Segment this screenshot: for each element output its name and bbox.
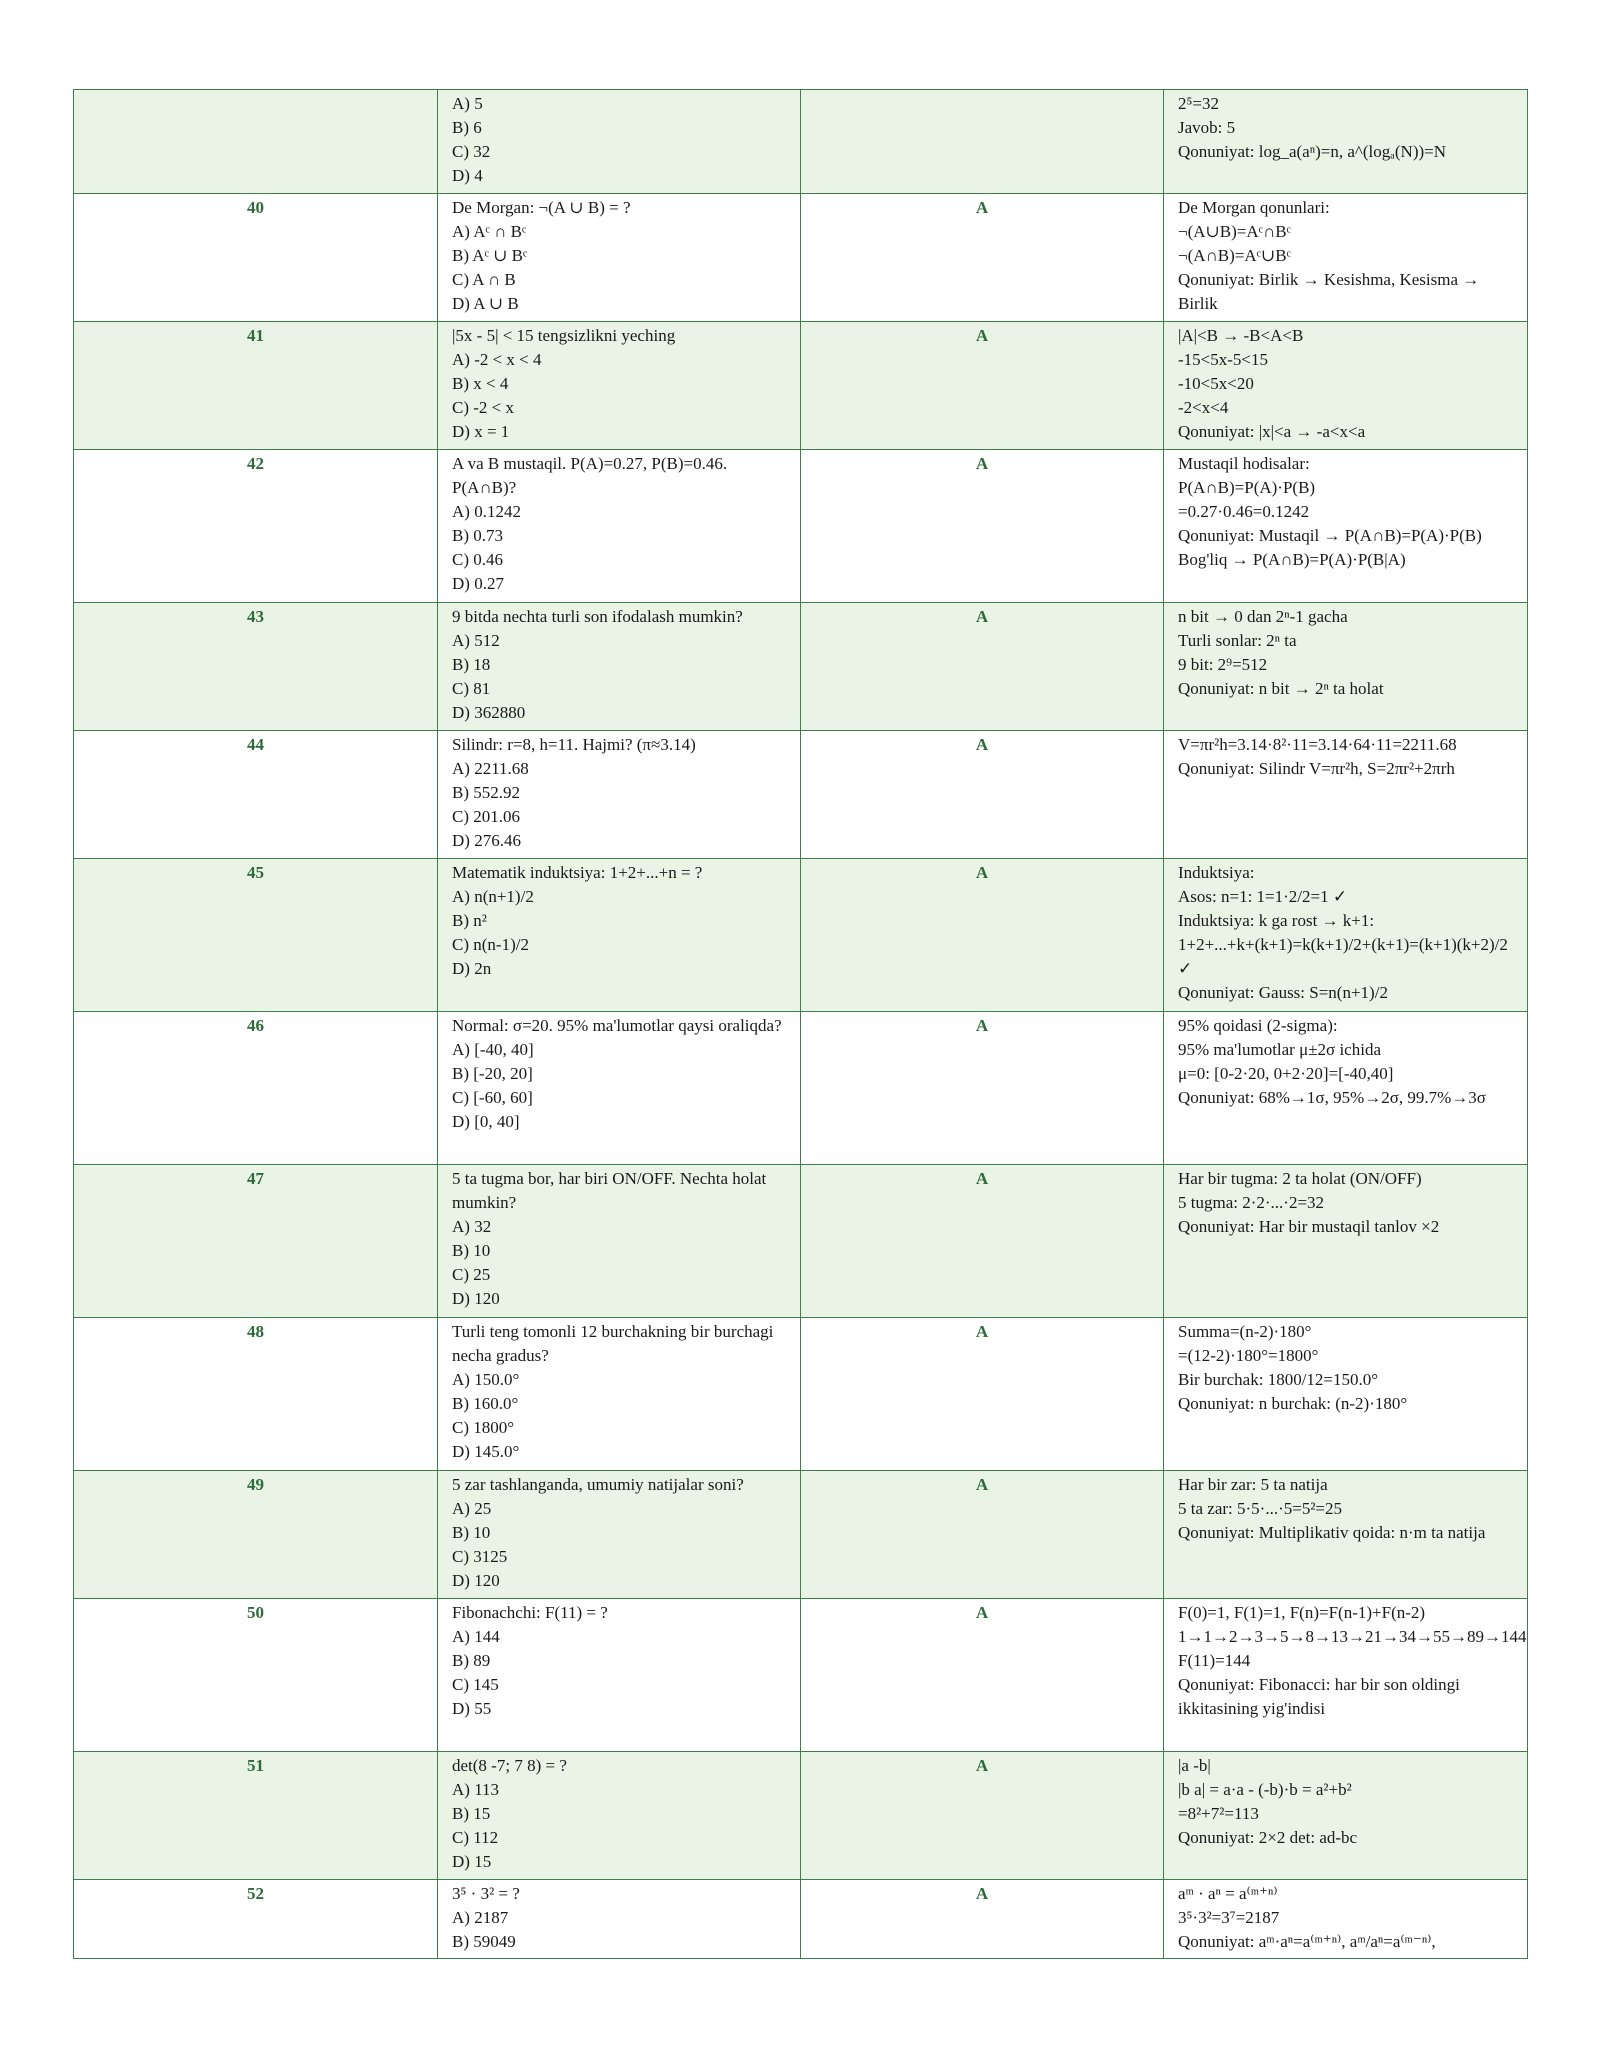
question-cell [438, 1012, 801, 1165]
explanation-line: n bit → 0 dan 2ⁿ-1 gacha [1178, 607, 1348, 626]
answer-letter: A [801, 1012, 1164, 1165]
explanation-cell [1164, 194, 1528, 322]
question-cell [438, 731, 801, 859]
question-line: D) 55 [452, 1699, 492, 1718]
answer-letter: A [801, 603, 1164, 731]
question-line: B) 89 [452, 1651, 491, 1670]
question-line: A va B mustaqil. P(A)=0.27, P(B)=0.46. P(A∩B)? [452, 454, 728, 497]
explanation-line: F(11)=144 [1178, 1651, 1251, 1670]
answer-letter: A [801, 1880, 1164, 1959]
explanation-line: Asos: n=1: 1=1·2/2=1 ✓ [1178, 887, 1348, 906]
table-row [74, 1471, 1528, 1599]
question-line: D) x = 1 [452, 422, 510, 441]
explanation-line: 5 tugma: 2·2·...·2=32 [1178, 1193, 1325, 1212]
table-row [74, 1165, 1528, 1318]
explanation-line: Qonuniyat: Mustaqil → P(A∩B)=P(A)·P(B) [1178, 526, 1482, 545]
explanation-line: Qonuniyat: |x|<a → -a<x<a [1178, 422, 1366, 441]
explanation-line: =0.27·0.46=0.1242 [1178, 502, 1310, 521]
question-line: B) 552.92 [452, 783, 520, 802]
question-line: B) 15 [452, 1804, 491, 1823]
question-line: A) 0.1242 [452, 502, 521, 521]
question-number: 52 [74, 1880, 438, 1959]
table-row [74, 450, 1528, 603]
question-cell [438, 603, 801, 731]
table-row [74, 1318, 1528, 1471]
question-number: 46 [74, 1012, 438, 1165]
explanation-line: |b a| = a·a - (-b)·b = a²+b² [1178, 1780, 1352, 1799]
explanation-line: Bir burchak: 1800/12=150.0° [1178, 1370, 1379, 1389]
question-cell [438, 1752, 801, 1880]
question-line: C) 1800° [452, 1418, 515, 1437]
question-line: B) [-20, 20] [452, 1064, 533, 1083]
question-number: 44 [74, 731, 438, 859]
explanation-line: Qonuniyat: Birlik → Kesishma, Kesisma → Birlik [1178, 270, 1480, 313]
question-line: D) 0.27 [452, 574, 504, 593]
explanation-line: μ=0: [0-2·20, 0+2·20]=[-40,40] [1178, 1064, 1394, 1083]
question-line: |5x - 5| < 15 tengsizlikni yeching [452, 326, 676, 345]
answer-letter: A [801, 1752, 1164, 1880]
explanation-cell [1164, 1880, 1528, 1959]
explanation-line: Qonuniyat: Silindr V=πr²h, S=2πr²+2πrh [1178, 759, 1455, 778]
question-line: B) 10 [452, 1241, 491, 1260]
explanation-line: aᵐ · aⁿ = a⁽ᵐ⁺ⁿ⁾ [1178, 1884, 1278, 1903]
question-line: C) 112 [452, 1828, 499, 1847]
question-line: D) 145.0° [452, 1442, 520, 1461]
question-line: C) n(n-1)/2 [452, 935, 529, 954]
question-line: A) Aᶜ ∩ Bᶜ [452, 222, 527, 241]
explanation-cell [1164, 859, 1528, 1012]
table-row [74, 90, 1528, 194]
question-number: 47 [74, 1165, 438, 1318]
explanation-line: Qonuniyat: 2×2 det: ad-bc [1178, 1828, 1358, 1847]
answer-letter: A [801, 859, 1164, 1012]
question-line: A) [-40, 40] [452, 1040, 534, 1059]
question-line: De Morgan: ¬(A ∪ B) = ? [452, 198, 631, 217]
answer-letter: A [801, 1471, 1164, 1599]
question-line: D) 4 [452, 166, 483, 185]
table-row [74, 731, 1528, 859]
explanation-cell [1164, 322, 1528, 450]
question-cell [438, 859, 801, 1012]
question-line: C) 81 [452, 679, 491, 698]
question-line: D) 120 [452, 1571, 500, 1590]
explanation-line: Javob: 5 [1178, 118, 1236, 137]
explanation-line: 2⁵=32 [1178, 94, 1220, 113]
explanation-line: 1→1→2→3→5→8→13→21→34→55→89→144 [1178, 1627, 1527, 1646]
question-line: C) 145 [452, 1675, 499, 1694]
table-row [74, 1599, 1528, 1752]
question-line: A) 25 [452, 1499, 492, 1518]
explanation-line: Har bir zar: 5 ta natija [1178, 1475, 1328, 1494]
explanation-line: P(A∩B)=P(A)·P(B) [1178, 478, 1316, 497]
explanation-line: Qonuniyat: n burchak: (n-2)·180° [1178, 1394, 1408, 1413]
question-cell [438, 1165, 801, 1318]
question-cell [438, 1318, 801, 1471]
explanation-cell [1164, 731, 1528, 859]
explanation-line: 95% ma'lumotlar μ±2σ ichida [1178, 1040, 1381, 1059]
question-number: 42 [74, 450, 438, 603]
explanation-line: Qonuniyat: n bit → 2ⁿ ta holat [1178, 679, 1384, 698]
explanation-cell [1164, 603, 1528, 731]
explanation-line: 95% qoidasi (2-sigma): [1178, 1016, 1338, 1035]
explanation-line: V=πr²h=3.14·8²·11=3.14·64·11=2211.68 [1178, 735, 1457, 754]
question-line: B) 18 [452, 655, 491, 674]
explanation-line: =8²+7²=113 [1178, 1804, 1259, 1823]
explanation-line: 5 ta zar: 5·5·...·5=5²=25 [1178, 1499, 1342, 1518]
question-line: D) 2n [452, 959, 492, 978]
explanation-line: 9 bit: 2⁹=512 [1178, 655, 1268, 674]
question-line: 5 zar tashlanganda, umumiy natijalar soni? [452, 1475, 744, 1494]
question-line: B) 160.0° [452, 1394, 519, 1413]
explanation-line: Qonuniyat: Fibonacci: har bir son oldingi ikkitasining yig'indisi [1178, 1675, 1460, 1718]
question-line: A) 32 [452, 1217, 492, 1236]
table-row [74, 194, 1528, 322]
question-line: A) n(n+1)/2 [452, 887, 534, 906]
explanation-line: ¬(A∪B)=Aᶜ∩Bᶜ [1178, 222, 1291, 241]
question-line: B) 6 [452, 118, 482, 137]
question-number: 40 [74, 194, 438, 322]
answer-letter: A [801, 731, 1164, 859]
explanation-line: Har bir tugma: 2 ta holat (ON/OFF) [1178, 1169, 1422, 1188]
question-number: 45 [74, 859, 438, 1012]
question-number: 50 [74, 1599, 438, 1752]
answer-letter: A [801, 1318, 1164, 1471]
question-line: B) 59049 [452, 1932, 516, 1951]
explanation-line: Qonuniyat: Gauss: S=n(n+1)/2 [1178, 983, 1388, 1002]
table-row [74, 603, 1528, 731]
question-number: 49 [74, 1471, 438, 1599]
question-line: 9 bitda nechta turli son ifodalash mumkin? [452, 607, 743, 626]
explanation-line: De Morgan qonunlari: [1178, 198, 1330, 217]
explanation-line: -2<x<4 [1178, 398, 1229, 417]
explanation-line: -10<5x<20 [1178, 374, 1254, 393]
table-row [74, 859, 1528, 1012]
explanation-cell [1164, 1752, 1528, 1880]
question-cell [438, 90, 801, 194]
explanation-line: Summa=(n-2)·180° [1178, 1322, 1312, 1341]
question-line: D) [0, 40] [452, 1112, 520, 1131]
question-line: det(8 -7; 7 8) = ? [452, 1756, 567, 1775]
explanation-line: Qonuniyat: 68%→1σ, 95%→2σ, 99.7%→3σ [1178, 1088, 1486, 1107]
question-number: 48 [74, 1318, 438, 1471]
question-number: 43 [74, 603, 438, 731]
explanation-line: Induktsiya: [1178, 863, 1255, 882]
answer-letter: A [801, 1165, 1164, 1318]
question-line: C) [-60, 60] [452, 1088, 533, 1107]
explanation-line: |A|<B → -B<A<B [1178, 326, 1304, 345]
question-cell [438, 194, 801, 322]
question-line: A) 2187 [452, 1908, 509, 1927]
question-line: C) 0.46 [452, 550, 503, 569]
table-row [74, 1012, 1528, 1165]
explanation-cell [1164, 1318, 1528, 1471]
questions-table-body [74, 90, 1528, 1959]
question-line: D) 362880 [452, 703, 526, 722]
question-number [74, 90, 438, 194]
question-line: C) 25 [452, 1265, 491, 1284]
explanation-cell [1164, 1012, 1528, 1165]
question-cell [438, 1599, 801, 1752]
explanation-line: =(12-2)·180°=1800° [1178, 1346, 1319, 1365]
explanation-line: 1+2+...+k+(k+1)=k(k+1)/2+(k+1)=(k+1)(k+2)/2 ✓ [1178, 935, 1508, 978]
explanation-line: Turli sonlar: 2ⁿ ta [1178, 631, 1297, 650]
question-line: C) 201.06 [452, 807, 520, 826]
question-line: D) 15 [452, 1852, 492, 1871]
explanation-line: -15<5x-5<15 [1178, 350, 1268, 369]
explanation-line: F(0)=1, F(1)=1, F(n)=F(n-1)+F(n-2) [1178, 1603, 1426, 1622]
question-cell [438, 1880, 801, 1959]
question-line: A) 144 [452, 1627, 500, 1646]
question-line: A) 2211.68 [452, 759, 529, 778]
explanation-cell [1164, 1471, 1528, 1599]
answer-letter: A [801, 194, 1164, 322]
question-line: 5 ta tugma bor, har biri ON/OFF. Nechta holat mumkin? [452, 1169, 767, 1212]
question-cell [438, 1471, 801, 1599]
explanation-line: ¬(A∩B)=Aᶜ∪Bᶜ [1178, 246, 1291, 265]
question-line: B) 10 [452, 1523, 491, 1542]
explanation-line: 3⁵·3²=3⁷=2187 [1178, 1908, 1280, 1927]
question-line: A) 150.0° [452, 1370, 520, 1389]
explanation-line: Qonuniyat: Multiplikativ qoida: n·m ta natija [1178, 1523, 1486, 1542]
questions-table [73, 89, 1528, 1959]
question-line: D) 120 [452, 1289, 500, 1308]
question-line: B) Aᶜ ∪ Bᶜ [452, 246, 528, 265]
table-row [74, 1752, 1528, 1880]
explanation-line: Mustaqil hodisalar: [1178, 454, 1310, 473]
question-line: C) 3125 [452, 1547, 508, 1566]
answer-letter: A [801, 1599, 1164, 1752]
question-line: Silindr: r=8, h=11. Hajmi? (π≈3.14) [452, 735, 696, 754]
question-line: C) A ∩ B [452, 270, 516, 289]
explanation-line: |a -b| [1178, 1756, 1211, 1775]
question-line: A) -2 < x < 4 [452, 350, 542, 369]
table-row [74, 1880, 1528, 1959]
question-line: A) 512 [452, 631, 500, 650]
question-line: D) 276.46 [452, 831, 521, 850]
explanation-line: Qonuniyat: log_a(aⁿ)=n, a^(logₐ(N))=N [1178, 142, 1446, 161]
question-line: 3⁵ · 3² = ? [452, 1884, 520, 1903]
question-line: B) 0.73 [452, 526, 503, 545]
question-line: Fibonachchi: F(11) = ? [452, 1603, 608, 1622]
explanation-cell [1164, 450, 1528, 603]
explanation-cell [1164, 1599, 1528, 1752]
question-line: D) A ∪ B [452, 294, 519, 313]
question-line: C) 32 [452, 142, 491, 161]
answer-letter: A [801, 450, 1164, 603]
question-number: 41 [74, 322, 438, 450]
explanation-line: Qonuniyat: aᵐ·aⁿ=a⁽ᵐ⁺ⁿ⁾, aᵐ/aⁿ=a⁽ᵐ⁻ⁿ⁾, [1178, 1932, 1436, 1951]
question-line: B) x < 4 [452, 374, 509, 393]
question-line: Normal: σ=20. 95% ma'lumotlar qaysi oraliqda? [452, 1016, 782, 1035]
question-line: C) -2 < x [452, 398, 514, 417]
explanation-cell [1164, 90, 1528, 194]
question-line: B) n² [452, 911, 487, 930]
question-line: Matematik induktsiya: 1+2+...+n = ? [452, 863, 703, 882]
explanation-cell [1164, 1165, 1528, 1318]
table-row [74, 322, 1528, 450]
explanation-line: Induktsiya: k ga rost → k+1: [1178, 911, 1375, 930]
answer-letter [801, 90, 1164, 194]
explanation-line: Qonuniyat: Har bir mustaqil tanlov ×2 [1178, 1217, 1440, 1236]
question-number: 51 [74, 1752, 438, 1880]
question-cell [438, 322, 801, 450]
question-line: A) 113 [452, 1780, 500, 1799]
explanation-line: Bog'liq → P(A∩B)=P(A)·P(B|A) [1178, 550, 1406, 569]
answer-letter: A [801, 322, 1164, 450]
question-line: A) 5 [452, 94, 483, 113]
question-line: Turli teng tomonli 12 burchakning bir burchagi necha gradus? [452, 1322, 774, 1365]
question-cell [438, 450, 801, 603]
